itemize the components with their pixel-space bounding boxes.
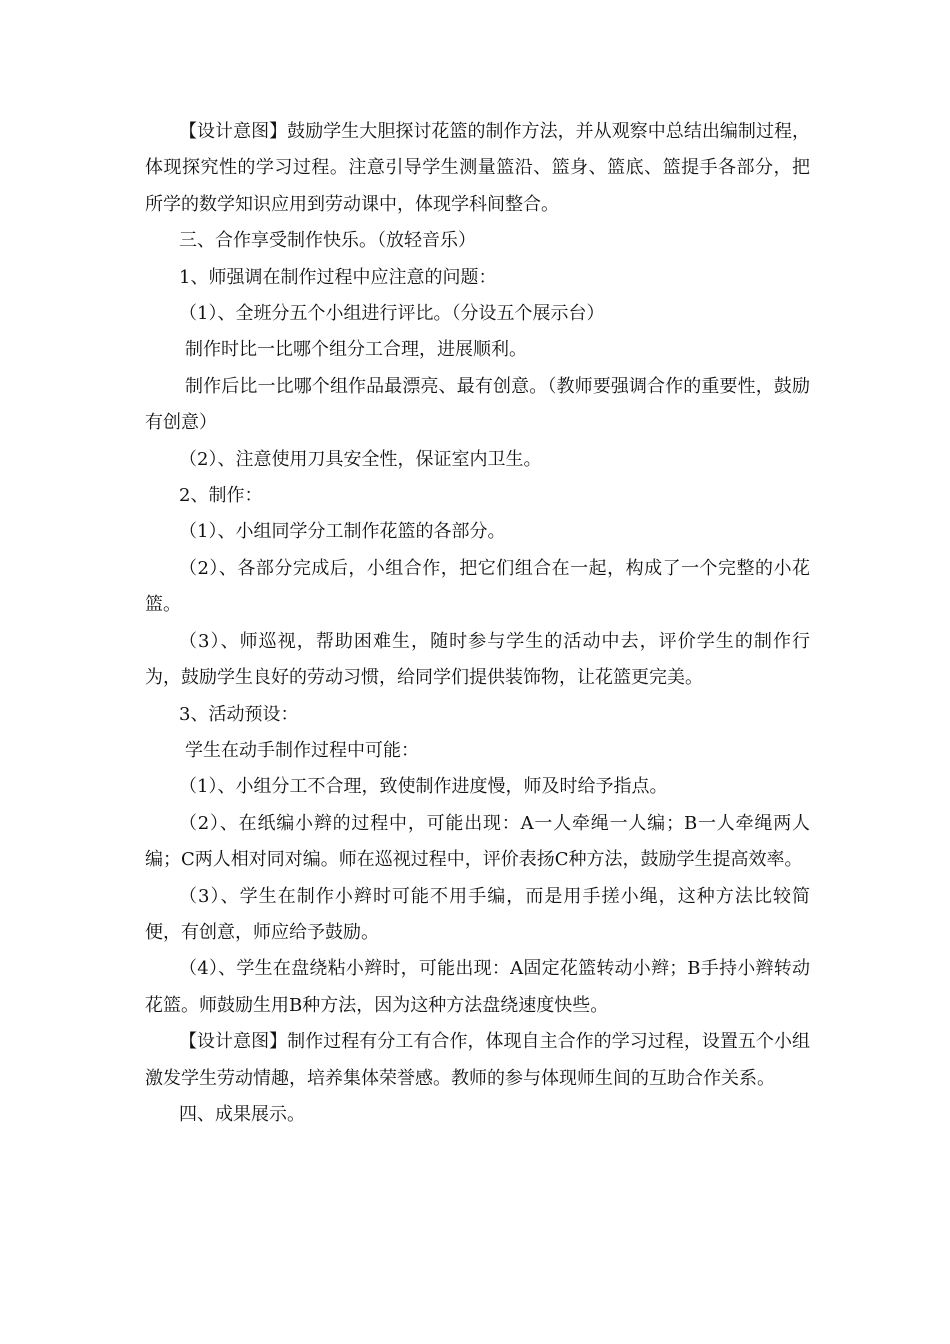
step-1-item-1: （1）、全班分五个小组进行评比。（分设五个展示台） (179, 303, 605, 325)
design-intent-paragraph-1: 【设计意图】鼓励学生大胆探讨花篮的制作方法，并从观察中总结出编制过程，体现探究性的学习过程。注意引导学生测量篮沿、篮身、篮底、篮提手各部分，把所学的数学知识应用到劳动课中，体现学科间整合。 (145, 121, 810, 215)
step-3-item-3: （3）、学生在制作小辫时可能不用手编，而是用手搓小绳，这种方法比较简便，有创意，师应给予鼓励。 (145, 885, 810, 943)
step-3-intro: 学生在动手制作过程中可能： (185, 739, 419, 761)
step-1-item-1-detail-b: 制作后比一比哪个组作品最漂亮、最有创意。（教师要强调合作的重要性，鼓励有创意） (145, 375, 810, 434)
document-body (145, 114, 810, 1133)
section-heading-3: 三、合作享受制作快乐。（放轻音乐） (179, 230, 476, 252)
step-heading-2: 2、制作： (179, 485, 263, 507)
step-heading-1: 1、师强调在制作过程中应注意的问题： (179, 266, 497, 288)
step-2-item-2: （2）、各部分完成后，小组合作，把它们组合在一起，构成了一个完整的小花篮。 (145, 557, 810, 616)
step-1-item-1-detail-a: 制作时比一比哪个组分工合理，进展顺利。 (185, 339, 527, 361)
step-3-item-1: （1）、小组分工不合理，致使制作进度慢，师及时给予指点。 (179, 776, 668, 798)
step-2-item-1: （1）、小组同学分工制作花篮的各部分。 (179, 521, 506, 543)
step-3-item-2: （2）、在纸编小辫的过程中，可能出现：A一人牵绳一人编；B一人牵绳两人编；C两人相对同对编。师在巡视过程中，评价表扬C种方法，鼓励学生提高效率。 (145, 812, 810, 871)
section-heading-4: 四、成果展示。 (179, 1103, 305, 1125)
step-3-item-4: （4）、学生在盘绕粘小辫时，可能出现：A固定花篮转动小辫；B手持小辫转动花篮。师鼓励生用B种方法，因为这种方法盘绕速度快些。 (145, 958, 810, 1016)
step-1-item-2: （2）、注意使用刀具安全性，保证室内卫生。 (179, 448, 542, 470)
step-2-item-3: （3）、师巡视，帮助困难生，随时参与学生的活动中去，评价学生的制作行为，鼓励学生良好的劳动习惯，给同学们提供装饰物，让花篮更完美。 (145, 630, 810, 689)
design-intent-paragraph-2: 【设计意图】制作过程有分工有合作，体现自主合作的学习过程，设置五个小组激发学生劳动情趣，培养集体荣誉感。教师的参与体现师生间的互助合作关系。 (145, 1031, 810, 1089)
step-heading-3: 3、活动预设： (179, 703, 299, 725)
